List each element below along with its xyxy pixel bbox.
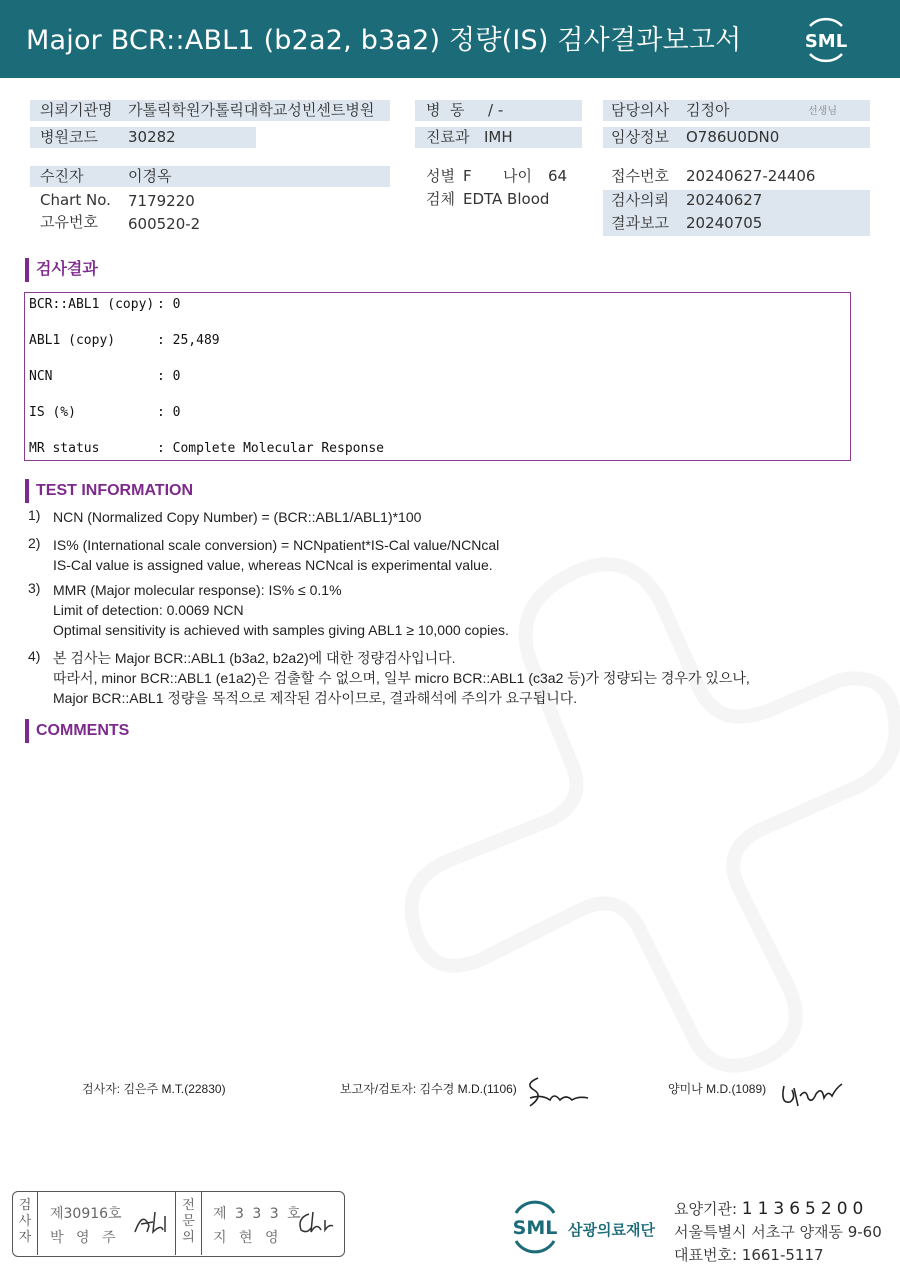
result-label: IS (%) xyxy=(29,405,76,420)
test-info-line: Major BCR::ABL1 정량을 목적으로 제작된 검사이므로, 결과해석에 주의가 요구됩니다. xyxy=(53,690,578,706)
stamp-right-number: 제 3 3 3 호 xyxy=(213,1206,303,1222)
test-info-number: 4) xyxy=(28,648,41,664)
test-info-line: Optimal sensitivity is achieved with samples giving ABL1 ≥ 10,000 copies. xyxy=(53,622,509,638)
ward-label: 병 동 xyxy=(426,101,465,119)
clinical-info: O786U0DN0 xyxy=(686,128,780,146)
label-bar xyxy=(30,166,390,187)
doctor: 김정아 xyxy=(686,101,730,119)
result-row xyxy=(29,441,384,456)
clinical-info-label: 임상정보 xyxy=(611,128,669,146)
result-label: ABL1 (copy) xyxy=(29,333,116,348)
sml-logo-icon xyxy=(798,12,854,68)
hospital-code: 30282 xyxy=(128,128,176,146)
comments-title: COMMENTS xyxy=(25,719,129,743)
test-info-line: IS-Cal value is assigned value, whereas NCNcal is experimental value. xyxy=(53,557,493,573)
sex-label: 성별 xyxy=(426,167,455,185)
test-info-line: IS% (International scale conversion) = NCNpatient*IS-Cal value/NCNcal xyxy=(53,537,500,553)
department-label: 진료과 xyxy=(426,128,470,146)
test-request-label: 검사의뢰 xyxy=(611,191,669,209)
department: IMH xyxy=(484,128,513,146)
test-information-title: TEST INFORMATION xyxy=(25,479,193,503)
specimen: EDTA Blood xyxy=(463,190,550,208)
care-institution-label: 요양기관: xyxy=(674,1200,738,1218)
age-label: 나이 xyxy=(503,167,532,185)
report-title: Major BCR::ABL1 (b2a2, b3a2) 정량(IS) 검사결과보고서 xyxy=(26,25,742,56)
results-section-title: 검사결과 xyxy=(25,258,98,282)
rep-phone-line xyxy=(674,1244,824,1265)
report-header xyxy=(0,0,900,78)
test-info-number: 2) xyxy=(28,535,41,551)
unique-no: 600520-2 xyxy=(128,215,201,233)
test-info-line: MMR (Major molecular response): IS% ≤ 0.1% xyxy=(53,582,342,598)
result-label: MR status xyxy=(29,441,100,456)
care-institution-number: 11365200 xyxy=(741,1199,869,1219)
result-value: : 0 xyxy=(157,405,181,420)
chart-no-label: Chart No. xyxy=(40,191,111,209)
ward: / - xyxy=(488,101,504,119)
header-logo-text: SML xyxy=(804,31,848,52)
reporter-signature-text: 보고자/검토자: 김수경 M.D.(1106) xyxy=(340,1082,517,1096)
unique-no-label: 고유번호 xyxy=(40,213,98,231)
test-request-date: 20240627 xyxy=(686,191,763,209)
doctor-suffix: 선생님 xyxy=(808,106,837,117)
foundation-name: 삼광의료재단 xyxy=(568,1221,655,1239)
hospital-code-label: 병원코드 xyxy=(40,128,98,146)
result-row xyxy=(29,333,220,348)
stamp-right-signature-icon xyxy=(293,1206,337,1238)
doctor-label: 담당의사 xyxy=(611,101,669,119)
third-signature-icon xyxy=(778,1076,844,1112)
test-info-number: 3) xyxy=(28,580,41,596)
rep-phone-number: 1661-5117 xyxy=(741,1246,824,1264)
patient-name: 이경옥 xyxy=(128,167,172,185)
reporter-signature-icon xyxy=(520,1072,592,1112)
sml-foundation-logo-icon xyxy=(508,1197,562,1255)
stamp-left-number: 제30916호 xyxy=(50,1206,122,1222)
result-label: NCN xyxy=(29,369,53,384)
result-value: : 0 xyxy=(157,369,181,384)
tester-signature-text: 검사자: 김은주 M.T.(22830) xyxy=(82,1082,226,1096)
address: 서울특별시 서초구 양재동 9-60 xyxy=(674,1223,882,1241)
receipt-no-label: 접수번호 xyxy=(611,167,669,185)
test-info-number: 1) xyxy=(28,507,41,523)
result-label: BCR::ABL1 (copy) xyxy=(29,297,155,312)
test-info-line: 따라서, minor BCR::ABL1 (e1a2)은 검출할 수 없으며, 일부 micro BCR::ABL1 (c3a2 등)가 정량되는 경우가 있으나, xyxy=(53,670,750,686)
certification-stamp xyxy=(12,1191,345,1257)
chart-no: 7179220 xyxy=(128,192,195,210)
requesting-institution: 가톨릭학원가톨릭대학교성빈센트병원 xyxy=(128,101,375,119)
requesting-institution-label: 의뢰기관명 xyxy=(40,101,113,119)
test-info-line: Limit of detection: 0.0069 NCN xyxy=(53,602,244,618)
stamp-left-signature-icon xyxy=(131,1206,175,1238)
stamp-left-label: 검 사 자 xyxy=(13,1192,38,1255)
stamp-left-name: 박 영 주 xyxy=(50,1230,120,1246)
test-info-line: NCN (Normalized Copy Number) = (BCR::ABL1/ABL1)*100 xyxy=(53,509,422,525)
receipt-no: 20240627-24406 xyxy=(686,167,816,185)
test-info-line: 본 검사는 Major BCR::ABL1 (b3a2, b2a2)에 대한 정량검사입니다. xyxy=(53,650,456,666)
result-value: : 0 xyxy=(157,297,181,312)
sex: F xyxy=(463,167,472,185)
care-institution-line xyxy=(674,1198,868,1219)
results-box xyxy=(24,292,851,461)
age: 64 xyxy=(548,167,568,185)
result-report-date: 20240705 xyxy=(686,214,763,232)
result-report-label: 결과보고 xyxy=(611,214,669,232)
result-row xyxy=(29,369,180,384)
result-row xyxy=(29,405,180,420)
result-value: : 25,489 xyxy=(157,333,220,348)
patient-label: 수진자 xyxy=(40,167,84,185)
footer-logo-text: SML xyxy=(512,1217,558,1239)
result-value: : Complete Molecular Response xyxy=(157,441,384,456)
rep-phone-label: 대표번호: xyxy=(674,1246,738,1264)
third-signature-text: 양미나 M.D.(1089) xyxy=(668,1082,767,1096)
stamp-right-name: 지 현 영 xyxy=(213,1230,283,1246)
specimen-label: 검체 xyxy=(426,190,455,208)
result-row xyxy=(29,297,180,312)
stamp-right-label: 전 문 의 xyxy=(175,1192,202,1255)
